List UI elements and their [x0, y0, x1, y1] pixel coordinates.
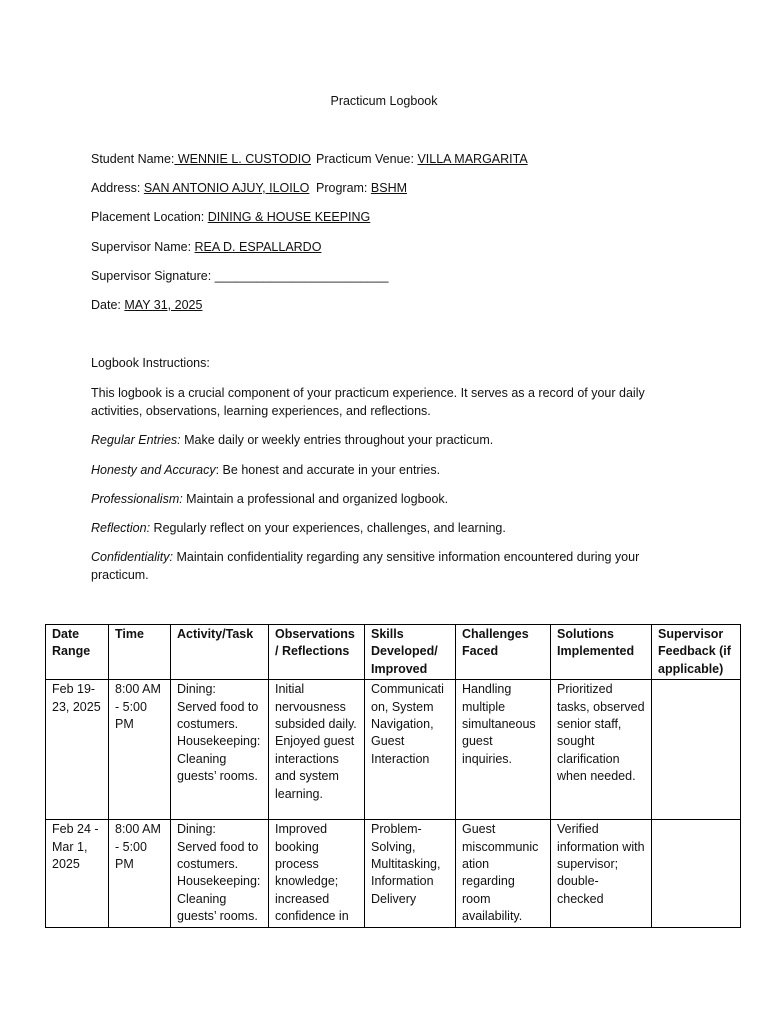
program-label: Program: — [316, 181, 368, 195]
instruction-text: Maintain confidentiality regarding any sensitive information encountered during your practicum. — [91, 550, 640, 582]
date-value: MAY 31, 2025 — [124, 298, 203, 312]
column-header: Time — [109, 625, 171, 680]
instruction-item — [91, 548, 691, 584]
supervisor-name-value: REA D. ESPALLARDO — [194, 240, 322, 254]
instruction-item — [91, 431, 691, 449]
activity-line: Housekeeping: Cleaning guests’ rooms. — [177, 734, 261, 784]
program-value: BSHM — [370, 181, 408, 195]
activity-line: Dining: — [177, 822, 216, 837]
table-header-row — [46, 625, 741, 680]
observations-cell: Initial nervousness subsided daily. Enjoyed guest interactions and system learning. — [269, 680, 365, 820]
instructions-heading: Logbook Instructions: — [91, 356, 210, 370]
page-title: Practicum Logbook — [330, 94, 438, 108]
challenges-cell: Handling multiple simultaneous guest inquiries. — [456, 680, 551, 820]
activity-cell — [171, 820, 269, 927]
activity-line: Housekeeping: Cleaning guests’ rooms. — [177, 874, 261, 924]
column-header: Activity/Task — [171, 625, 269, 680]
challenges-cell: Guest miscommunication regarding room availability. — [456, 820, 551, 927]
date-field — [91, 298, 202, 312]
column-header: Supervisor Feedback (if applicable) — [652, 625, 741, 680]
student-name-label: Student Name: — [91, 152, 175, 166]
column-header: Challenges Faced — [456, 625, 551, 680]
placement-location-field — [91, 210, 370, 224]
activity-line: Dining: — [177, 682, 216, 697]
supervisor-name-label: Supervisor Name: — [91, 240, 192, 254]
feedback-cell — [652, 680, 741, 820]
time-cell: 8:00 AM - 5:00 PM — [109, 680, 171, 820]
instruction-text: Regularly reflect on your experiences, challenges, and learning. — [150, 521, 506, 535]
solutions-cell: Prioritized tasks, observed senior staff, sought clarification when needed. — [551, 680, 652, 820]
supervisor-name-field — [91, 240, 321, 254]
activity-line: Served food to costumers. — [177, 699, 259, 732]
instruction-term: Professionalism: — [91, 492, 183, 506]
date-label: Date: — [91, 298, 121, 312]
skills-cell: Communication, System Navigation, Guest Interaction — [365, 680, 456, 820]
supervisor-signature-line: _________________________ — [214, 269, 389, 283]
student-name-field — [91, 152, 311, 166]
instructions-intro: This logbook is a crucial component of your practicum experience. It serves as a record of your daily activities, observations, learning experiences, and reflections. — [91, 386, 645, 418]
date-range-cell: Feb 19-23, 2025 — [46, 680, 109, 820]
address-label: Address: — [91, 181, 141, 195]
instruction-item — [91, 519, 691, 537]
placement-location-value: DINING & HOUSE KEEPING — [207, 210, 371, 224]
date-range-cell: Feb 24 - Mar 1, 2025 — [46, 820, 109, 927]
instruction-item — [91, 490, 691, 508]
instruction-text: Make daily or weekly entries throughout your practicum. — [180, 433, 494, 447]
column-header: Date Range — [46, 625, 109, 680]
placement-location-label: Placement Location: — [91, 210, 205, 224]
practicum-venue-label: Practicum Venue: — [316, 152, 414, 166]
student-name-value: WENNIE L. CUSTODIO — [174, 152, 311, 166]
observations-cell: Improved booking process knowledge; increased confidence in — [269, 820, 365, 927]
instruction-term: Honesty and Accuracy — [91, 463, 216, 477]
supervisor-signature-label: Supervisor Signature: — [91, 269, 212, 283]
program-field — [316, 181, 407, 195]
solutions-cell: Verified information with supervisor; double-checked — [551, 820, 652, 927]
instruction-term: Regular Entries: — [91, 433, 181, 447]
instruction-term: Confidentiality: — [91, 550, 173, 564]
table-row — [46, 820, 741, 927]
instruction-text: : Be honest and accurate in your entries. — [215, 463, 441, 477]
instruction-term: Reflection: — [91, 521, 151, 535]
column-header: Observations/ Reflections — [269, 625, 365, 680]
column-header: Solutions Implemented — [551, 625, 652, 680]
address-value: SAN ANTONIO AJUY, ILOILO — [143, 181, 310, 195]
supervisor-signature-field — [91, 269, 389, 283]
address-field — [91, 181, 309, 195]
column-header: Skills Developed/ Improved — [365, 625, 456, 680]
logbook-table — [45, 624, 741, 928]
instruction-text: Maintain a professional and organized logbook. — [182, 492, 449, 506]
activity-line: Served food to costumers. — [177, 839, 259, 872]
table-row — [46, 680, 741, 820]
skills-cell: Problem-Solving, Multitasking, Information Delivery — [365, 820, 456, 927]
practicum-venue-value: VILLA MARGARITA — [417, 152, 528, 166]
instruction-item — [91, 461, 691, 479]
practicum-venue-field — [316, 152, 528, 166]
time-cell: 8:00 AM - 5:00 PM — [109, 820, 171, 927]
feedback-cell — [652, 820, 741, 927]
activity-cell — [171, 680, 269, 820]
